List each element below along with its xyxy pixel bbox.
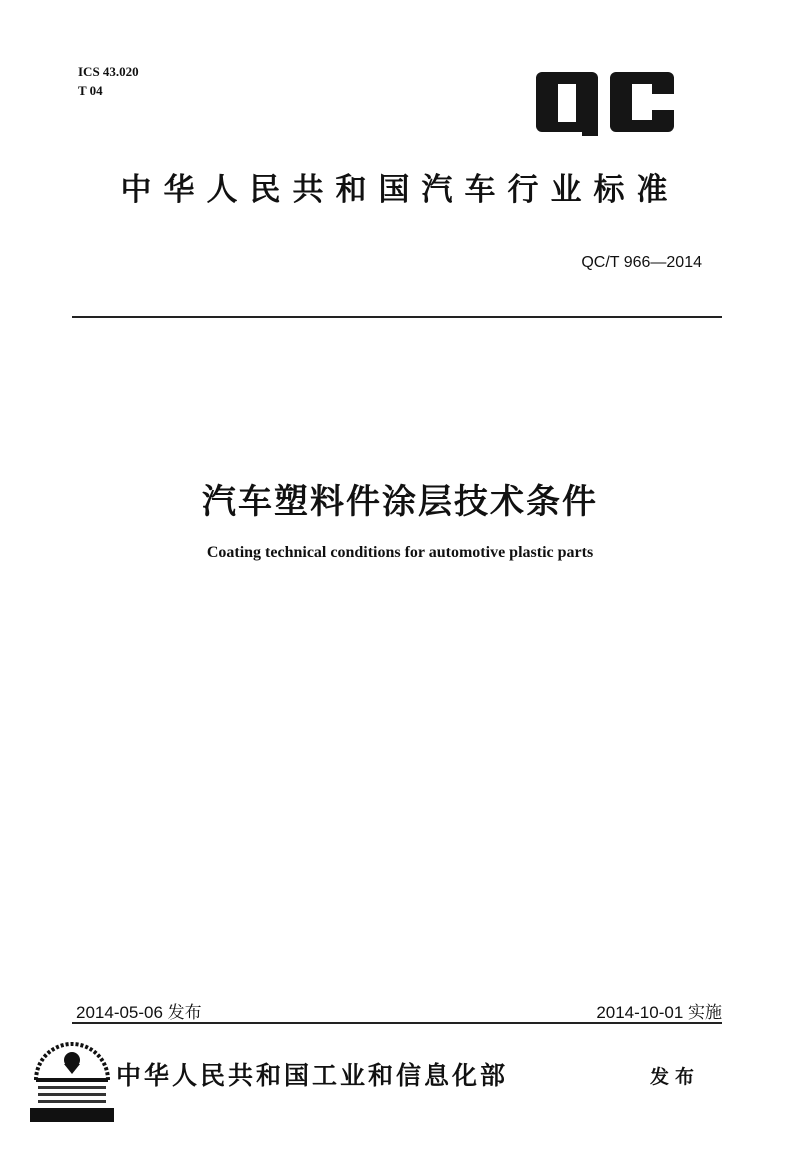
class-code: T 04 bbox=[78, 83, 103, 98]
footer-divider bbox=[72, 1022, 722, 1024]
standard-number: QC/T 966—2014 bbox=[581, 254, 702, 271]
ics-code: ICS 43.020 bbox=[78, 64, 139, 79]
title-english: Coating technical conditions for automotive plastic parts bbox=[206, 544, 594, 561]
title-chinese: 汽车塑料件涂层技术条件 bbox=[202, 482, 598, 522]
issuing-authority: 中华人民共和国工业和信息化部 bbox=[116, 1061, 509, 1090]
standard-category: 中华人民共和国汽车行业标准 bbox=[120, 172, 680, 208]
issuer-suffix: 发布 bbox=[650, 1066, 701, 1088]
ics-classification bbox=[78, 62, 139, 100]
implementation-date: 2014-10-01 实施 bbox=[596, 1003, 722, 1022]
qc-logo bbox=[536, 72, 674, 136]
header-divider bbox=[72, 316, 722, 318]
publisher-seal-icon bbox=[30, 1040, 114, 1122]
issue-date: 2014-05-06 发布 bbox=[76, 1003, 202, 1022]
